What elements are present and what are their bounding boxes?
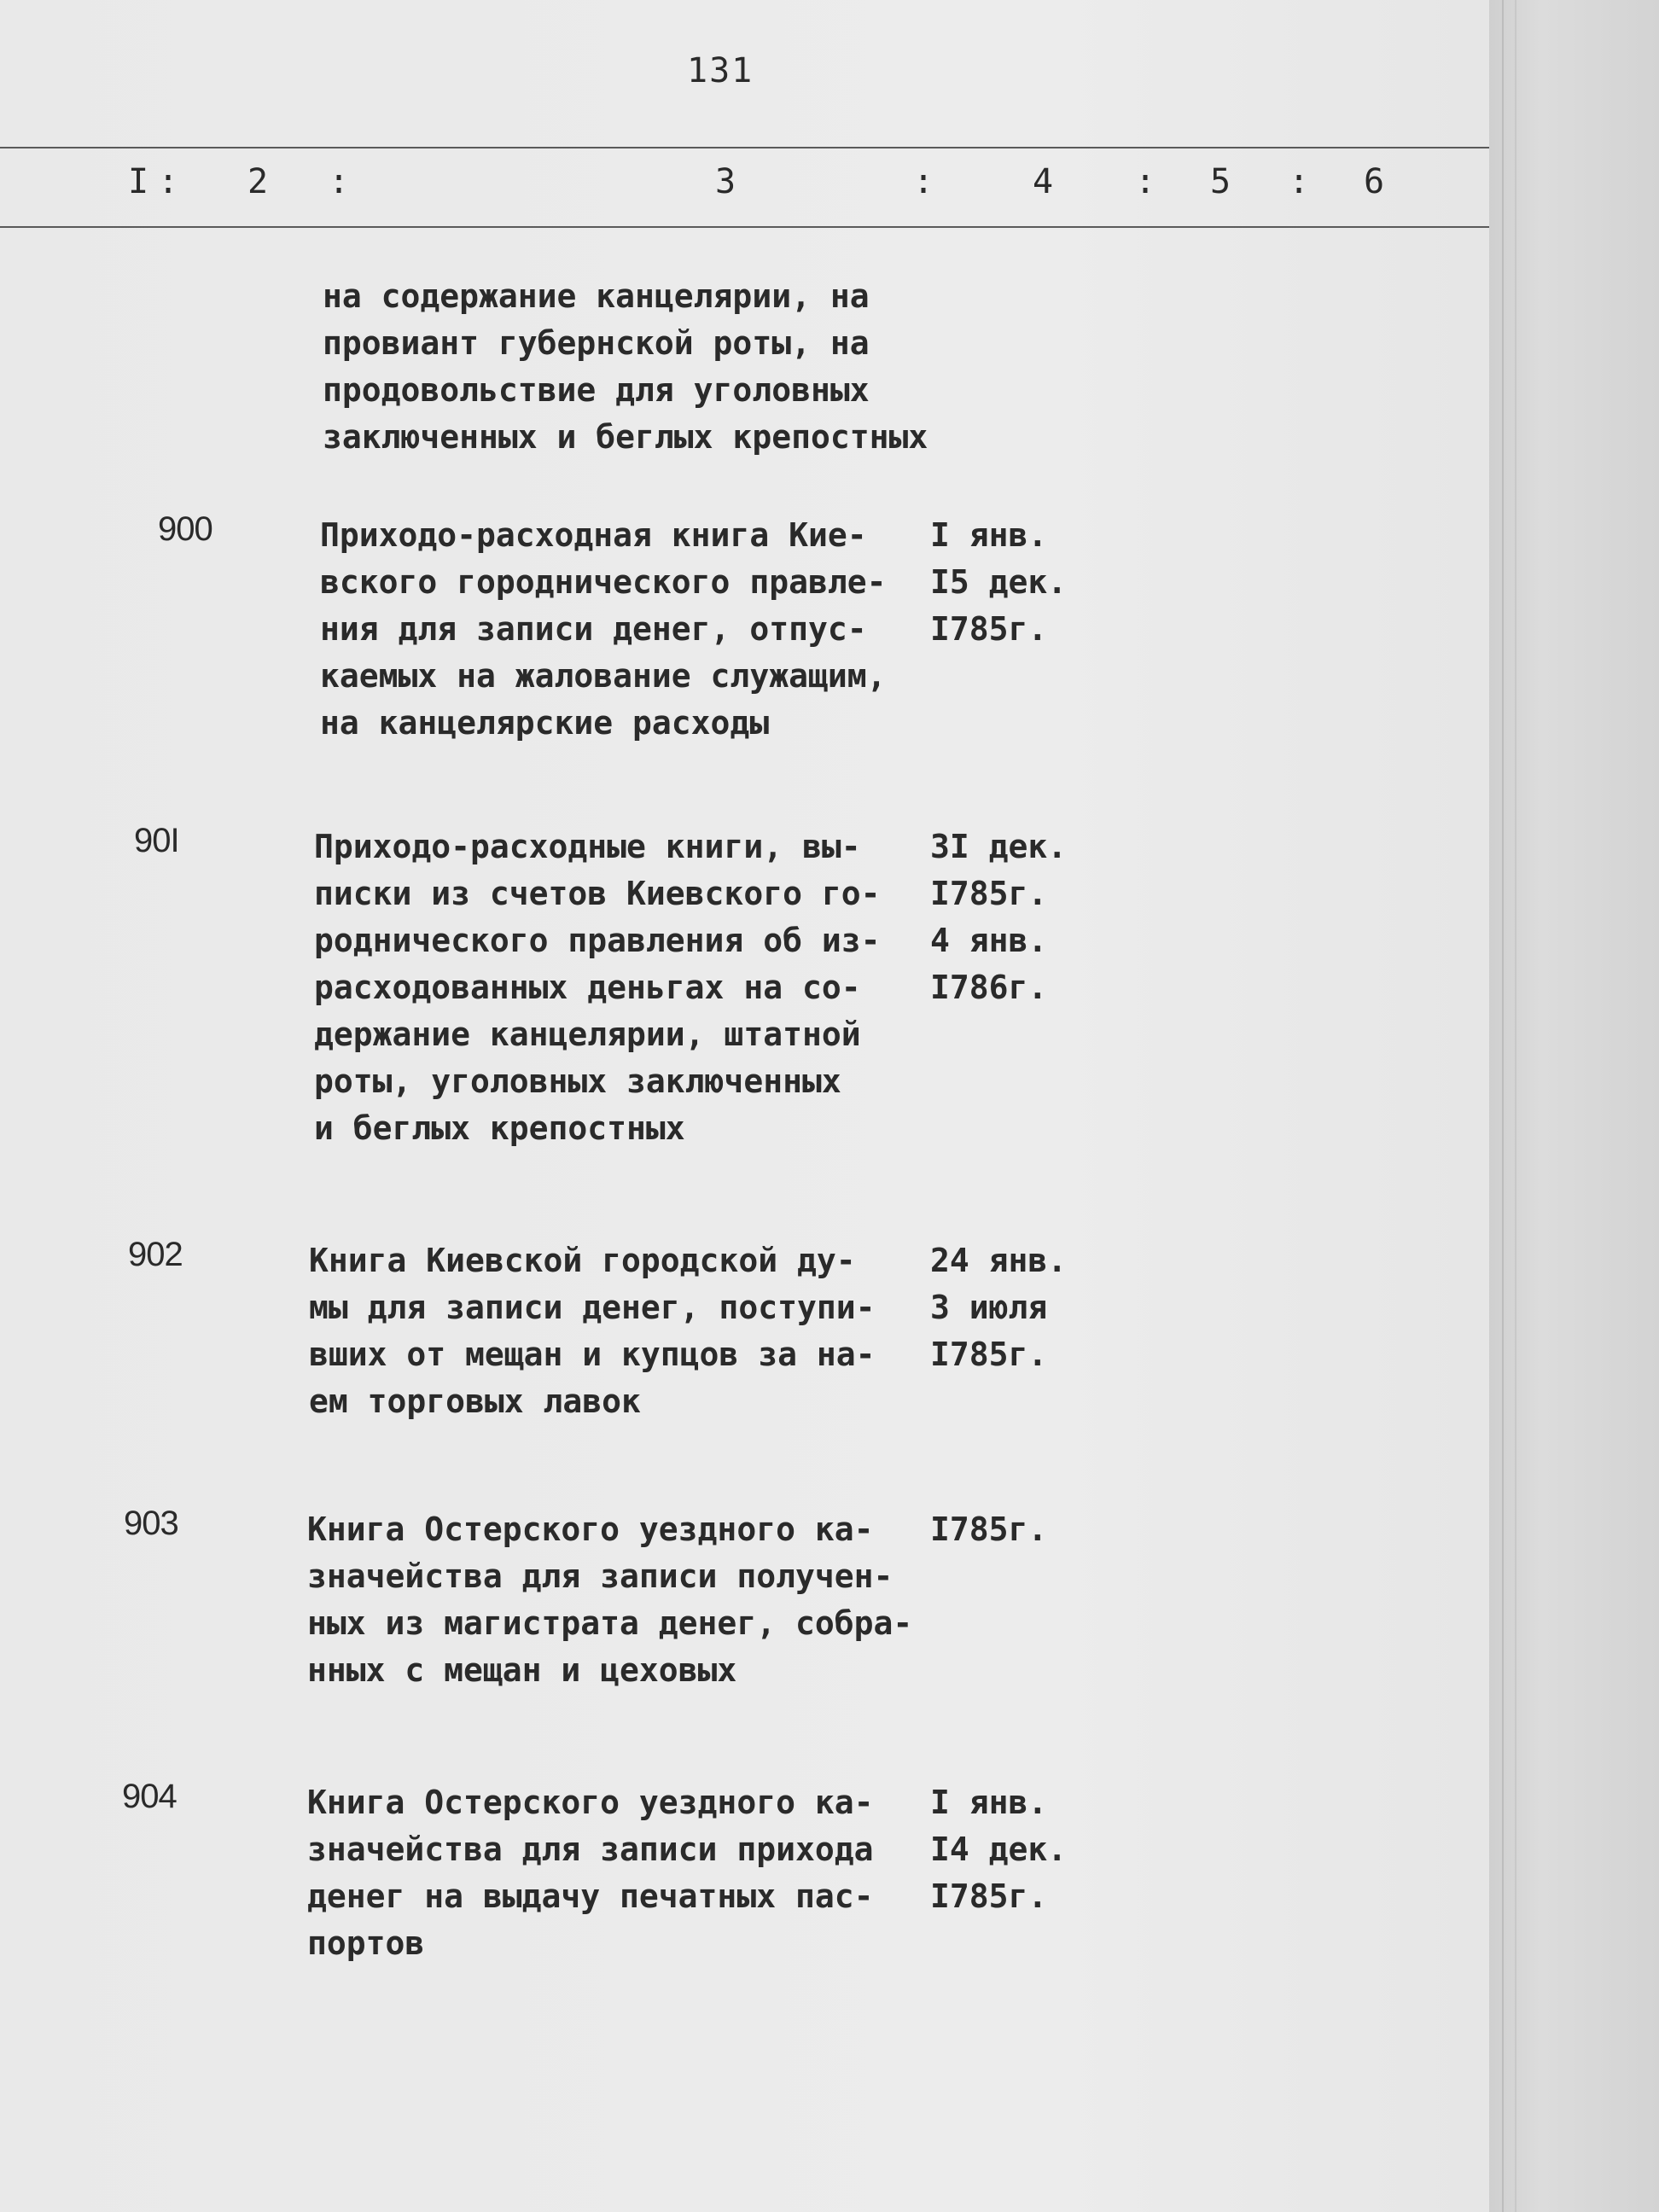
text-line: мы для записи денег, поступи-	[309, 1289, 876, 1326]
date-line: I4 дек.	[930, 1831, 1068, 1868]
date-line: 3 июля	[930, 1289, 1048, 1326]
text-line: писки из счетов Киевского го-	[314, 875, 881, 912]
text-line: портов	[307, 1924, 425, 1962]
date-line: I785г.	[930, 1511, 1048, 1548]
date-line: 24 янв.	[930, 1242, 1068, 1279]
text-line: на содержание канцелярии, на	[323, 277, 870, 315]
text-line: Книга Киевской городской ду-	[309, 1242, 856, 1279]
text-line: ем торговых лавок	[309, 1382, 641, 1420]
text-line: провиант губернской роты, на	[323, 324, 870, 362]
date-line: I786г.	[930, 969, 1048, 1006]
date-line: 4 янв.	[930, 922, 1048, 959]
column-separator: :	[1135, 162, 1156, 201]
column-separator: :	[329, 162, 350, 201]
column-header-item: 4	[1033, 162, 1054, 201]
text-line: ния для записи денег, отпус-	[320, 610, 867, 648]
entry-number: 903	[124, 1505, 178, 1542]
entry-description	[307, 1779, 873, 1967]
entry-dates	[930, 1779, 1067, 1920]
text-line: вших от мещан и купцов за на-	[309, 1336, 876, 1373]
date-line: I янв.	[930, 1784, 1048, 1821]
header-top-rule	[0, 147, 1489, 148]
date-line: I янв.	[930, 516, 1048, 554]
text-line: расходованных деньгах на со-	[314, 969, 861, 1006]
text-line: Книга Остерского уездного ка-	[307, 1784, 874, 1821]
text-line: Приходо-расходная книга Кие-	[320, 516, 867, 554]
text-line: Книга Остерского уездного ка-	[307, 1511, 874, 1548]
entry-number: 902	[128, 1236, 183, 1273]
text-line: держание канцелярии, штатной	[314, 1016, 861, 1053]
text-line: родничеcкого правления об из-	[314, 922, 881, 959]
date-line: I785г.	[930, 1336, 1048, 1373]
entry-description	[314, 824, 880, 1152]
text-line: значейства для записи прихода	[307, 1831, 874, 1868]
date-line: I785г.	[930, 610, 1048, 648]
date-line: I785г.	[930, 1877, 1048, 1915]
entry-description	[320, 512, 886, 747]
continuation-text	[323, 273, 928, 461]
text-line: каемых на жалование служащим,	[320, 657, 887, 695]
entry-dates	[930, 512, 1067, 653]
entry-description	[307, 1506, 912, 1694]
date-line: I5 дек.	[930, 563, 1068, 601]
column-header-item: 5	[1210, 162, 1231, 201]
page-edge-line	[1515, 0, 1516, 2212]
header-bottom-rule	[0, 226, 1489, 228]
entry-dates	[930, 824, 1067, 1011]
text-line: продовольствие для уголовных	[323, 371, 870, 409]
text-line: на канцелярские расходы	[320, 704, 770, 742]
text-line: и беглых крепостных	[314, 1109, 685, 1147]
text-line: Приходо-расходные книги, вы-	[314, 828, 861, 865]
column-header-item: 6	[1364, 162, 1385, 201]
entry-number: 900	[158, 510, 212, 548]
text-line: роты, уголовных заключенных	[314, 1062, 841, 1100]
column-header-item: I	[128, 162, 149, 201]
text-line: значейства для записи получен-	[307, 1557, 894, 1595]
page-edge-line	[1502, 0, 1504, 2212]
entry-description	[309, 1237, 875, 1425]
column-separator: :	[158, 162, 179, 201]
column-separator: :	[1289, 162, 1310, 201]
entry-dates	[930, 1237, 1067, 1378]
entry-number: 904	[122, 1778, 177, 1815]
text-line: заключенных и беглых крепостных	[323, 418, 928, 456]
date-line: 3I дек.	[930, 828, 1068, 865]
text-line: нных с мещан и цеховых	[307, 1651, 737, 1689]
entry-dates	[930, 1506, 1047, 1553]
text-line: вского городнического правле-	[320, 563, 887, 601]
column-header-item: 3	[715, 162, 736, 201]
text-line: денег на выдачу печатных пас-	[307, 1877, 874, 1915]
text-line: ных из магистрата денег, собра-	[307, 1604, 913, 1642]
date-line: I785г.	[930, 875, 1048, 912]
page-number: 131	[687, 51, 754, 90]
entry-number: 90I	[134, 822, 179, 859]
column-header-item: 2	[247, 162, 269, 201]
column-separator: :	[913, 162, 934, 201]
